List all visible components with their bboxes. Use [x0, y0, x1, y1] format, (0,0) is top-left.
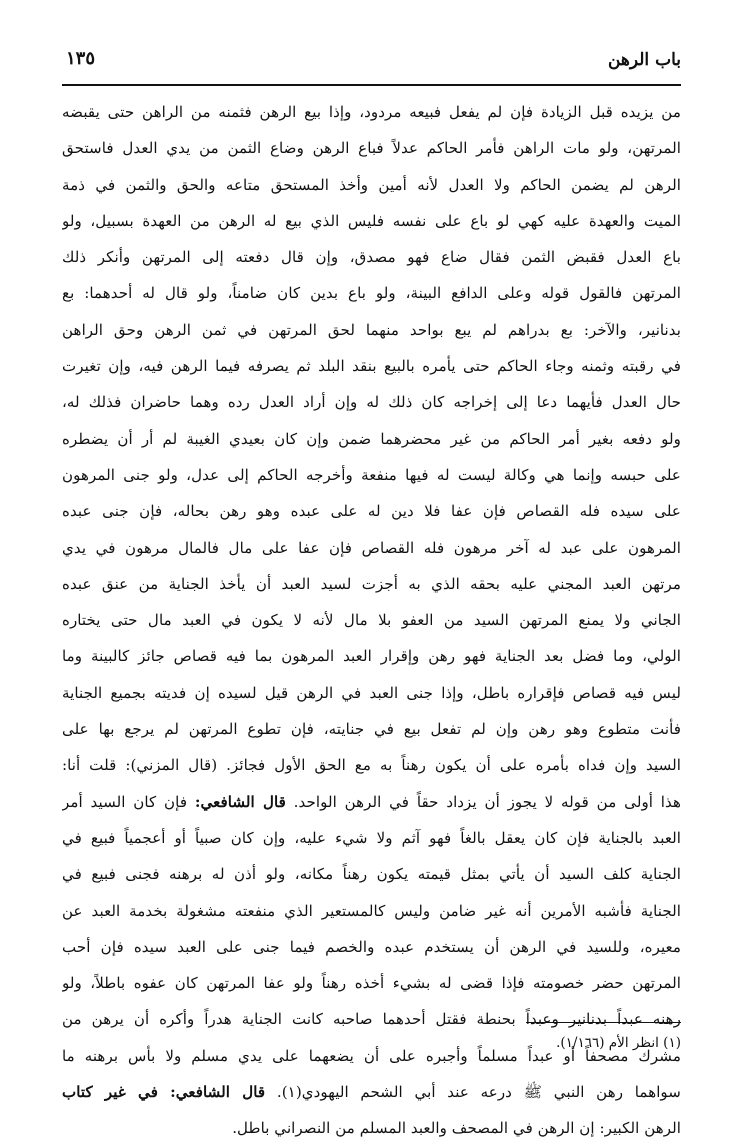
header-divider	[62, 84, 681, 86]
text-line: باع العدل فقبض الثمن فقال ضاع فهو مصدق، وإن قال دفعته إلى المرتهن وأنكر ذلك	[62, 248, 681, 267]
text-line: على سيده فله القصاص فإن عفا فلا دين له على عبده وهو رهن بحاله، فإن جنى عبده	[62, 502, 681, 521]
text-line: في رقبته وثمنه وجاء الحاكم حتى يأمره بالبيع بنقد البلد ثم يصرفه فيما الرهن فيه، وإن تغيرت	[62, 357, 681, 376]
text-line: على حبسه وإنما هي وكالة ليست له فيها منفعة وأخرجه الحاكم إلى عدل، ولو جنى المرهون	[62, 465, 681, 484]
text-line: الجناية فأشبه الأمرين أنه غير ضامن وليس كالمستعير الذي منفعته مشغولة بخدمة العبد عن	[62, 901, 681, 920]
text-line: من يزيده قبل الزيادة فإن لم يفعل فبيعه مردود، وإذا بيع الرهن فثمنه من الراهن حتى يقبضه	[62, 103, 681, 121]
text-line: المرتهن، ولو مات الراهن فأمر الحاكم عدلاً فباع الرهن وضاع الثمن من يدي العدل فاستحق	[62, 139, 681, 158]
text-line: المرهون على عبد له آخر مرهون فله القصاص فإن عفا على مال فالمال مرهون في يدي	[62, 538, 681, 557]
text-line: مرتهن العبد المجني عليه بحقه الذي به أجزت لسيد العبد أن يأخذ الجناية من عنق عبده	[62, 574, 681, 593]
text-line: السيد وإن فداه بأمره على أن يكون رهناً به مع الحق الأول فجائز. (قال المزني): قلت أنا:	[62, 756, 681, 775]
text-line: الجناية كلف السيد أن يأتي بمثل قيمته يكون رهناً مكانه، ولو أذن له برهنه فجنى فبيع في	[62, 865, 681, 884]
footnote: (١) انظر الأم (١/١٦٦).	[556, 1035, 681, 1051]
text-line: بدنانير، والآخر: بع بدراهم لم يبع بواحد منهما لحق المرتهن في ثمن الرهن وحق الراهن	[62, 320, 681, 339]
text-line: ليس فيه قصاص فإقراره باطل، وإذا جنى العبد في الرهن قيل لسيده إن فديته بجميع الجناية	[62, 683, 681, 702]
body-text	[62, 94, 681, 1147]
text-line: حال العدل فأيهما دعا إلى إخراجه كان ذلك له وإن أراد العدل رده وهما حاضران فذلك له،	[62, 393, 681, 412]
text-line: الميت والعهدة عليه كهي لو باع على نفسه فليس الذي بيع له الرهن من العهدة بسبيل، ولو	[62, 211, 681, 230]
text-line: الرهن الكبير: إن الرهن في المصحف والعبد المسلم من النصراني باطل.	[232, 1119, 681, 1138]
text-line: الولي، وما فضل بعد الجناية فهو رهن وإقرار العبد المرهون بما فيه قصاص جائز كالبينة وما	[62, 647, 681, 666]
text-line: رهنه عبداً بدنانير وعبداً بحنطة فقتل أحدهما صاحبه كانت الجناية هدراً وأكره أن يرهن من	[62, 1010, 681, 1029]
text-line: المرتهن حضر خصومته فإذا قضى له بشيء أخذه رهناً ولو عفا المرتهن كان عفوه باطلاً، ولو	[62, 974, 681, 993]
text-line: معيره، وللسيد في الرهن أن يستخدم عبده والخصم فيما جنى على العبد سيده فإن أحب	[62, 937, 681, 956]
text-line: الرهن لم يضمن الحاكم ولا العدل لأنه أمين وأخذ المستحق متاعه والحق والثمن في ذمة	[62, 175, 681, 194]
speaker-label: قال الشافعي: في غير كتاب	[62, 1083, 266, 1102]
text-line: العبد بالجناية فإن كان يعقل بالغاً فهو آثم ولا شيء عليه، وإن كان صبياً أو أعجمياً فبيع في	[62, 828, 681, 847]
text-line: الجاني ولا يمنع المرتهن السيد من العفو بلا مال لأنه لا يكون في العبد مال حتى يختاره	[62, 611, 681, 630]
text-line: مشرك مصحفاً أو عبداً مسلماً وأجبره على أن يضعهما على يدي مسلم ولا بأس برهنه ما	[62, 1046, 681, 1065]
text-line: ولو دفعه بغير أمر الحاكم من غير محضرهما ضمن وإن كان بعيدي الغيبة لم أر أن يضطره	[62, 429, 681, 448]
page-number: ١٣٥	[66, 48, 96, 69]
text-line: فأنت متطوع وهو رهن وإن لم تفعل بيع في جنايته، فإن تطوع المرتهن لم يرجع بها على	[62, 720, 681, 739]
page-header	[62, 38, 681, 78]
speaker-label: قال الشافعي:	[194, 792, 286, 811]
chapter-title: باب الرهن	[607, 50, 681, 70]
text-line: سواهما رهن النبي ﷺ درعه عند أبي الشحم اليهودي(١). قال الشافعي: في غير كتاب	[62, 1083, 681, 1102]
text-line: المرتهن فالقول قوله وعلى الدافع البينة، ولو باع بدين كان ضامناً، ولو قال له أحدهما: بع	[62, 284, 681, 303]
footnote-divider	[526, 1022, 681, 1023]
text-line: هذا أولى من قوله لا يجوز أن يزداد حقاً في الرهن الواحد. قال الشافعي: فإن كان السيد أمر	[62, 792, 681, 811]
